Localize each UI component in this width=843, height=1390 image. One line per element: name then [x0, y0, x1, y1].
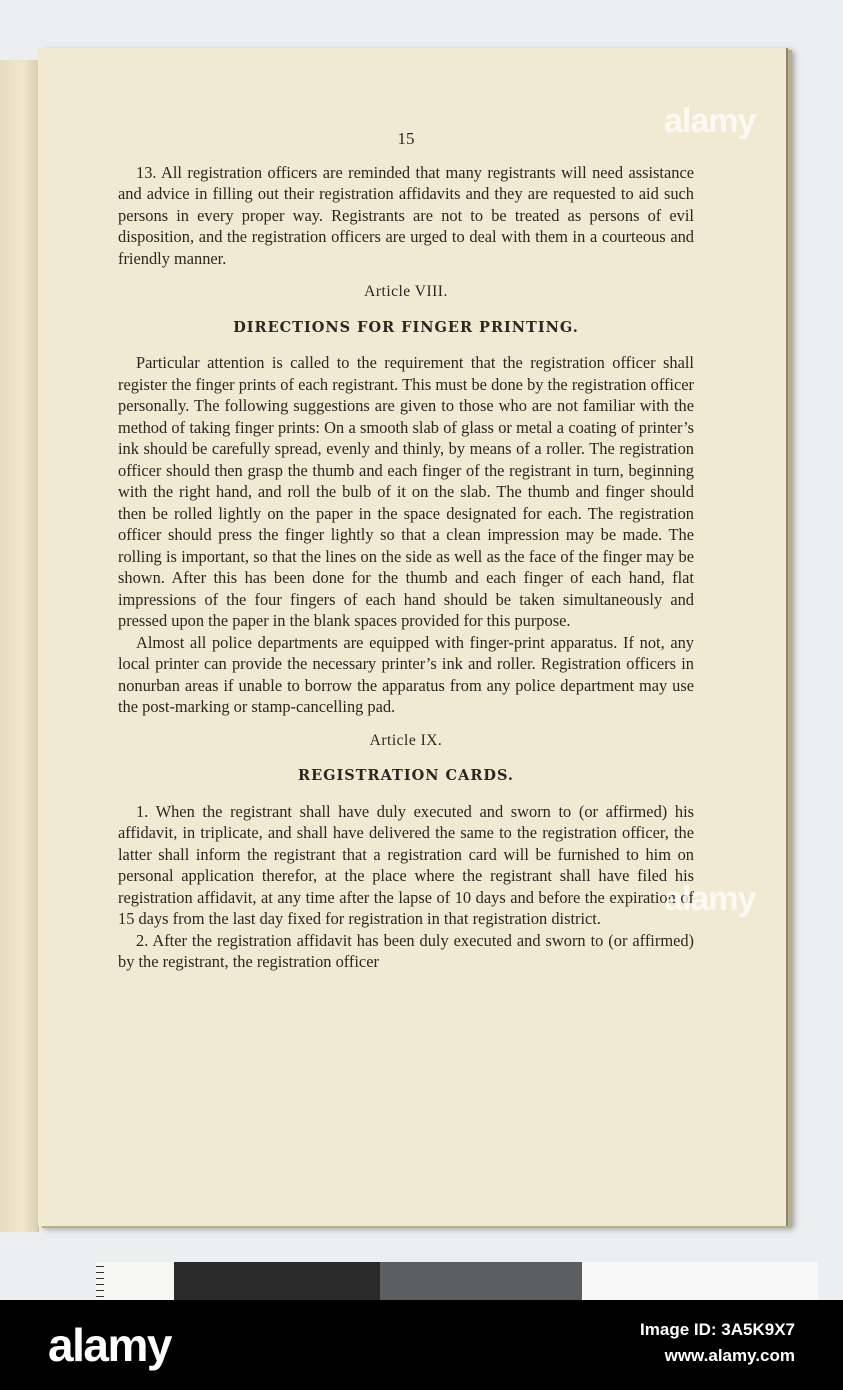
registration-cards-heading: REGISTRATION CARDS. [298, 767, 514, 784]
image-id: Image ID: 3A5K9X7 [640, 1320, 795, 1339]
article-ix-label: Article IX. [369, 731, 443, 749]
page-number: 15 [397, 129, 415, 148]
stock-footer-bar [0, 1300, 843, 1390]
watermark-logo: alamy [664, 880, 756, 918]
watermark-logo: alamy [664, 102, 756, 140]
finger-printing-heading: DIRECTIONS FOR FINGER PRINTING. [233, 318, 579, 336]
paragraph-13: 13. All registration officers are reminded that many registrants will need assistance and advice in filling out their registration affidavits and they are requested to aid such persons in every proper way. Registrants are not to be treated as persons of evil disposition, and the registration officers are urged to deal with them in a courteous and friendly manner. [118, 162, 694, 268]
page-content [118, 128, 694, 973]
finger-printing-paragraph-1: Particular attention is called to the requirement that the registration officer shall register the finger prints of each registrant. This must be done by the registration officer personally. The following suggestions are given to those who are not familiar with the method of taking finger prints: On a smooth slab of glass or metal a coating of printer’s ink should be carefully spread, evenly and thinly, by means of a roller. The registration officer should then grasp the thumb and each finger of the registrant in turn, beginning with the right hand, and roll the bulb of it on the slab. The thumb and finger should then be rolled lightly on the paper in the space designated for each. The registration officer should press the finger lightly so that a clean impression may be made. The rolling is important, so that the lines on the side as well as the face of the finger may be shown. After this has been done for the thumb and each finger of each hand, flat impressions of the four fingers of each hand should be taken simultaneously and pressed upon the paper in the blank spaces provided for this purpose. [118, 353, 694, 630]
facing-page-edge [0, 60, 39, 1232]
ruler-scale [96, 1262, 174, 1300]
book-page [38, 48, 788, 1226]
footer-logo: alamy [48, 1319, 171, 1371]
black-swatch [174, 1262, 380, 1300]
color-calibration-strip [96, 1262, 818, 1300]
registration-cards-paragraph-1: 1. When the registrant shall have duly executed and sworn to (or affirmed) his affidavit, in triplicate, and shall have delivered the same to the registration officer, the latter shall inform the registrant that a registration card will be furnished to him on personal application therefor, at the place where the registrant shall have filed his registration affidavit, at any time after the lapse of 10 days and before the expiration of 15 days from the last day fixed for registration in that registration district. [118, 801, 694, 928]
white-swatch [582, 1262, 818, 1300]
article-viii-label: Article VIII. [364, 283, 448, 300]
finger-printing-paragraph-2: Almost all police departments are equipped with finger-print apparatus. If not, any local printer can provide the necessary printer’s ink and roller. Registration officers in nonurban areas if unable to borrow the apparatus from any police department may use the post-marking or stamp-cancelling pad. [118, 632, 694, 716]
footer-url: www.alamy.com [664, 1346, 795, 1365]
registration-cards-paragraph-2: 2. After the registration affidavit has been duly executed and sworn to (or affirmed) by the registrant, the registration officer [118, 930, 694, 971]
gray-swatch [380, 1262, 582, 1300]
